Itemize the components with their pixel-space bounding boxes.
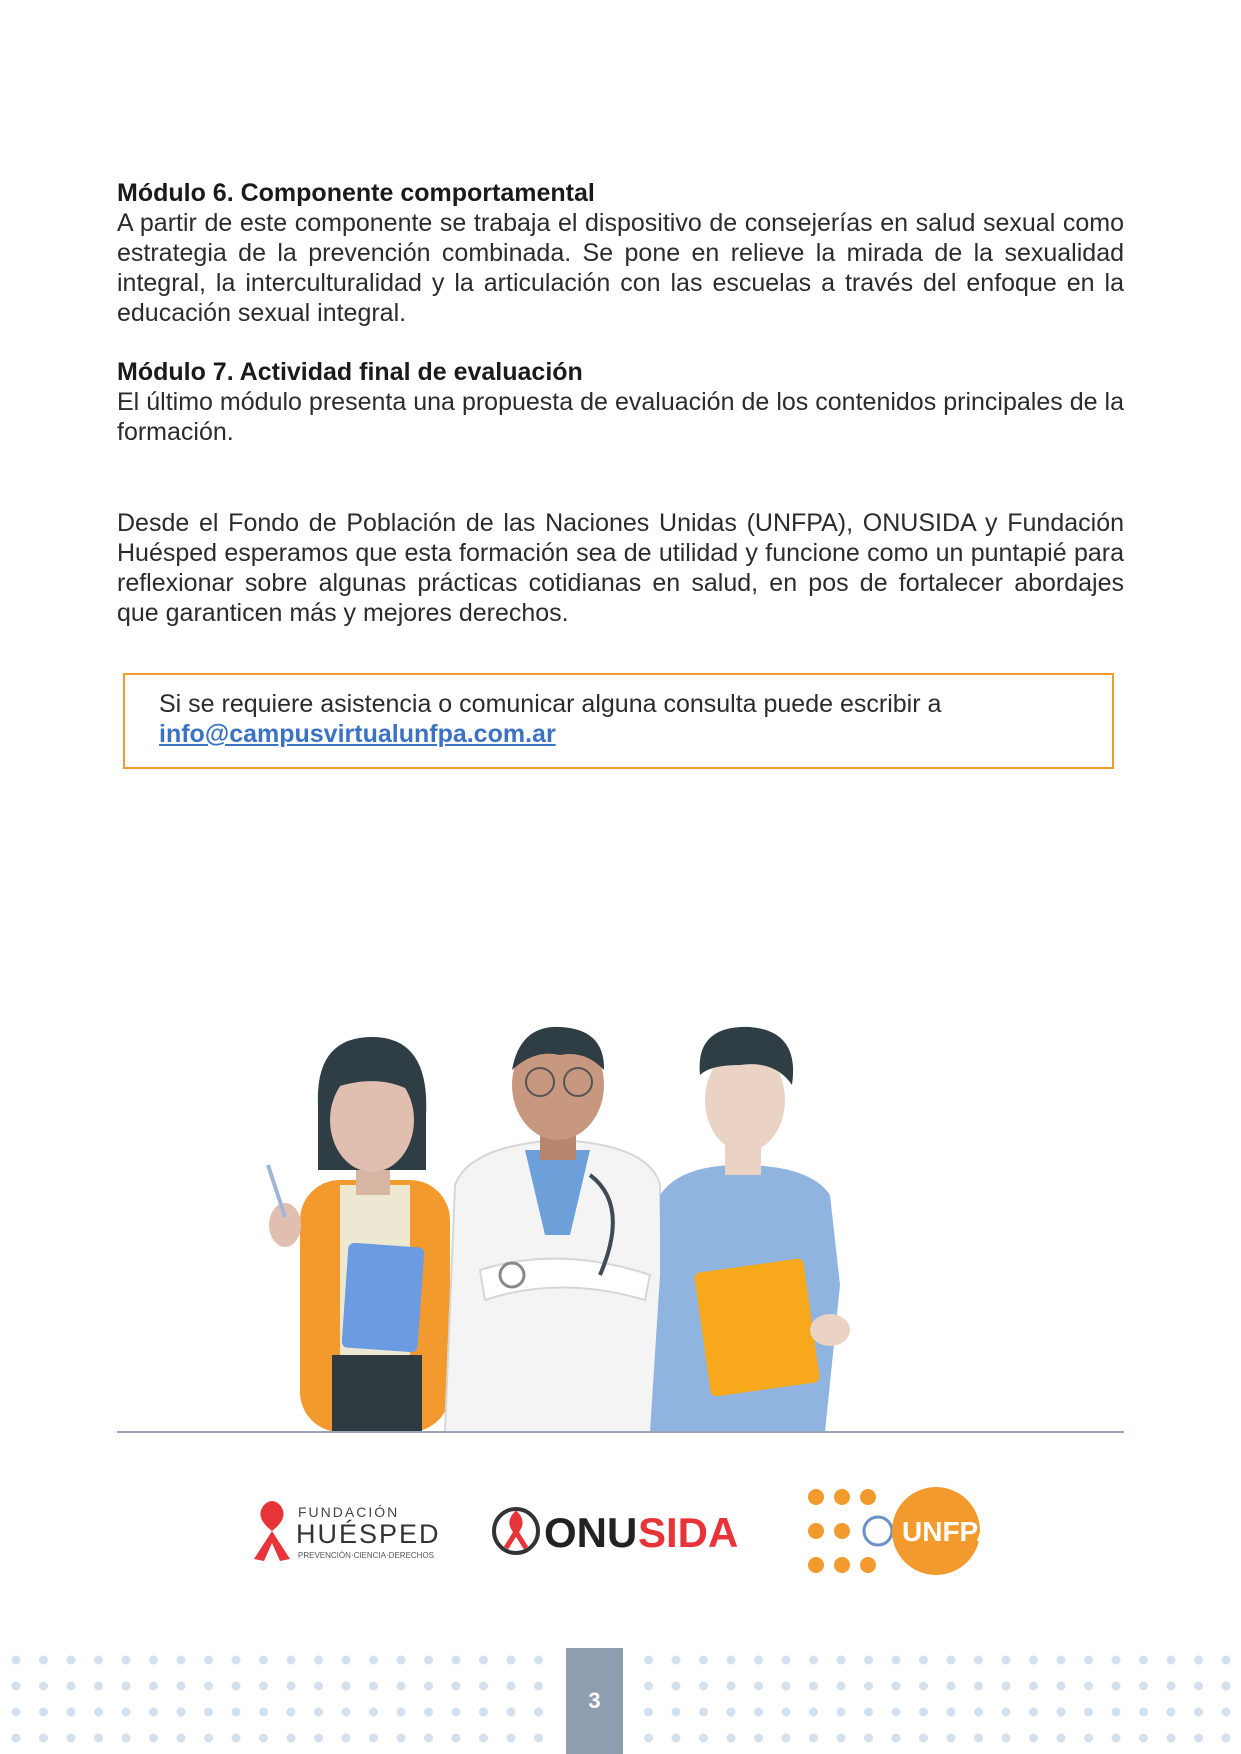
decor-dot <box>534 1708 543 1717</box>
decor-dot <box>397 1734 406 1743</box>
decor-dot <box>919 1682 928 1691</box>
decor-dot <box>1222 1708 1231 1717</box>
decor-dot <box>974 1682 983 1691</box>
decor-dot <box>507 1656 516 1665</box>
decor-dot <box>974 1734 983 1743</box>
decor-dot <box>1084 1656 1093 1665</box>
contact-box <box>123 673 1114 769</box>
onusida-label-sida: SIDA <box>638 1509 739 1556</box>
decor-dot <box>782 1682 791 1691</box>
closing-paragraph <box>117 508 1124 628</box>
decor-dot <box>534 1656 543 1665</box>
decor-dot <box>452 1656 461 1665</box>
decor-dot <box>369 1682 378 1691</box>
decor-dot <box>149 1734 158 1743</box>
decor-dot <box>809 1656 818 1665</box>
decor-dot <box>809 1734 818 1743</box>
contact-email-link[interactable]: info@campusvirtualunfpa.com.ar <box>159 720 556 748</box>
decor-dot <box>644 1656 653 1665</box>
decor-dot <box>342 1682 351 1691</box>
decor-dot <box>644 1734 653 1743</box>
decor-dot <box>479 1656 488 1665</box>
decor-dot <box>1002 1682 1011 1691</box>
decor-dot <box>1139 1734 1148 1743</box>
decor-dot <box>727 1682 736 1691</box>
decor-dot <box>177 1708 186 1717</box>
red-ribbon-icon <box>254 1501 290 1561</box>
decor-dot <box>699 1708 708 1717</box>
decor-dot <box>1057 1682 1066 1691</box>
decor-dot <box>1112 1682 1121 1691</box>
decor-dot <box>1084 1708 1093 1717</box>
decor-dot <box>397 1682 406 1691</box>
decor-dot <box>1139 1656 1148 1665</box>
decor-dot <box>1167 1708 1176 1717</box>
decor-dot <box>974 1656 983 1665</box>
unfpa-logo <box>806 1487 997 1575</box>
decor-dot <box>204 1708 213 1717</box>
woman-figure <box>268 1037 450 1432</box>
decor-dot <box>94 1734 103 1743</box>
decor-dot <box>727 1708 736 1717</box>
huesped-tagline: PREVENCIÓN·CIENCIA·DERECHOS <box>298 1551 435 1560</box>
decor-dot <box>479 1734 488 1743</box>
decor-dot <box>424 1734 433 1743</box>
decor-dot <box>1057 1656 1066 1665</box>
huesped-small-label: FUNDACIÓN <box>298 1504 400 1520</box>
decor-dot <box>1057 1734 1066 1743</box>
decor-dot <box>644 1682 653 1691</box>
decor-dot <box>149 1708 158 1717</box>
decor-dot <box>122 1734 131 1743</box>
decor-dot <box>397 1708 406 1717</box>
decor-dot <box>314 1708 323 1717</box>
decor-dot <box>534 1734 543 1743</box>
huesped-big-label: HUÉSPED <box>296 1519 441 1549</box>
decor-dot <box>1002 1734 1011 1743</box>
decor-dot <box>149 1656 158 1665</box>
decor-dot <box>699 1656 708 1665</box>
decor-dot <box>67 1682 76 1691</box>
decor-dot <box>1057 1708 1066 1717</box>
decor-dot <box>809 1708 818 1717</box>
decor-dot <box>727 1656 736 1665</box>
decor-dot <box>507 1682 516 1691</box>
decor-dot <box>864 1734 873 1743</box>
decor-dot <box>644 1708 653 1717</box>
decor-dot <box>1222 1734 1231 1743</box>
decor-dot <box>259 1708 268 1717</box>
decor-dot <box>1084 1734 1093 1743</box>
decor-dot <box>122 1708 131 1717</box>
decor-dot <box>1222 1656 1231 1665</box>
decor-dot <box>39 1734 48 1743</box>
decor-dot <box>837 1708 846 1717</box>
decor-dot <box>919 1734 928 1743</box>
decor-dot <box>1112 1734 1121 1743</box>
module-7-title: Módulo 7. Actividad final de evaluación <box>117 358 583 386</box>
decor-dot <box>67 1656 76 1665</box>
decor-dot <box>837 1682 846 1691</box>
decor-dot <box>892 1734 901 1743</box>
decor-dot <box>94 1656 103 1665</box>
decor-dot <box>947 1682 956 1691</box>
decor-dot <box>1222 1682 1231 1691</box>
decor-dot <box>534 1682 543 1691</box>
decor-dot <box>204 1656 213 1665</box>
decor-dot <box>782 1708 791 1717</box>
decor-dot <box>672 1682 681 1691</box>
decor-dot <box>259 1656 268 1665</box>
decor-dot <box>672 1708 681 1717</box>
decor-dot <box>864 1708 873 1717</box>
onusida-label-onu: ONU <box>544 1509 638 1556</box>
decor-dot <box>1194 1682 1203 1691</box>
decor-dot <box>837 1734 846 1743</box>
decor-dot <box>1139 1708 1148 1717</box>
decor-dot <box>754 1656 763 1665</box>
decor-dot <box>892 1708 901 1717</box>
decor-dot <box>12 1734 21 1743</box>
decor-dot <box>149 1682 158 1691</box>
decor-dot <box>452 1708 461 1717</box>
decor-dot <box>782 1734 791 1743</box>
closing-text: Desde el Fondo de Población de las Naciones Unidas (UNFPA), ONUSIDA y Fundación Huésped esperamos que esta formación sea de utilidad y funcione como un puntapié para reflexionar sobre algunas prácticas cotidianas en salud, en pos de fortalecer abordajes que garanticen más y mejores derechos. <box>117 509 1124 627</box>
decor-dot <box>699 1682 708 1691</box>
decor-dot <box>452 1734 461 1743</box>
decor-dot <box>232 1734 241 1743</box>
decor-dot <box>12 1656 21 1665</box>
section-divider <box>117 1431 1124 1433</box>
module-7-body: El último módulo presenta una propuesta de evaluación de los contenidos principales de la formación. <box>117 388 1124 446</box>
decor-dot <box>1167 1656 1176 1665</box>
decor-dot <box>232 1656 241 1665</box>
decor-dot <box>12 1682 21 1691</box>
decor-dot <box>67 1708 76 1717</box>
decor-dot <box>1112 1708 1121 1717</box>
decor-dot <box>204 1682 213 1691</box>
decor-dot <box>754 1708 763 1717</box>
decor-dot <box>259 1734 268 1743</box>
decor-dot <box>919 1708 928 1717</box>
decor-dot <box>287 1734 296 1743</box>
unfpa-label: UNFPA <box>902 1516 997 1547</box>
decor-dot <box>974 1708 983 1717</box>
onusida-logo <box>492 1502 758 1560</box>
decor-dot <box>232 1708 241 1717</box>
decor-dot <box>672 1734 681 1743</box>
decor-dot <box>287 1708 296 1717</box>
decor-dot <box>1084 1682 1093 1691</box>
decor-dot <box>259 1682 268 1691</box>
decor-dot <box>864 1682 873 1691</box>
decor-dot <box>314 1656 323 1665</box>
decor-dot <box>314 1682 323 1691</box>
decor-dot <box>94 1682 103 1691</box>
decor-dot <box>892 1682 901 1691</box>
decor-dot <box>1139 1682 1148 1691</box>
decor-dot <box>287 1682 296 1691</box>
nurse-figure <box>650 1027 850 1432</box>
decor-dot <box>1112 1656 1121 1665</box>
decor-dot <box>947 1656 956 1665</box>
module-6-body: A partir de este componente se trabaja el dispositivo de consejerías en salud sexual como estrategia de la prevención combinada. Se pone en relieve la mirada de la sexualidad integral, la interculturalidad y la articulación con las escuelas a través del enfoque en la educación sexual integral. <box>117 209 1124 327</box>
decor-dot <box>204 1734 213 1743</box>
decor-dot <box>754 1682 763 1691</box>
decor-dot <box>122 1656 131 1665</box>
decor-dot <box>699 1734 708 1743</box>
decor-dot <box>12 1708 21 1717</box>
decor-dot <box>947 1734 956 1743</box>
decor-dot <box>94 1708 103 1717</box>
decor-dot <box>177 1682 186 1691</box>
decor-dot <box>369 1734 378 1743</box>
decor-dot <box>39 1656 48 1665</box>
decor-dot <box>424 1682 433 1691</box>
decor-dot <box>122 1682 131 1691</box>
unfpa-dots-icon <box>808 1489 876 1573</box>
decor-dot <box>1029 1682 1038 1691</box>
decor-dot <box>1167 1682 1176 1691</box>
decor-dot <box>314 1734 323 1743</box>
decor-dot <box>39 1708 48 1717</box>
decor-dot <box>342 1656 351 1665</box>
decor-dot <box>837 1656 846 1665</box>
decor-dot <box>452 1682 461 1691</box>
decor-dot <box>892 1656 901 1665</box>
page-number: 3 <box>566 1648 623 1754</box>
decor-dot <box>424 1708 433 1717</box>
decor-dot <box>342 1708 351 1717</box>
decor-dot <box>1194 1734 1203 1743</box>
decor-dot <box>479 1682 488 1691</box>
decor-dot <box>1029 1656 1038 1665</box>
decor-dot <box>507 1734 516 1743</box>
decor-dot <box>1029 1708 1038 1717</box>
decor-dot <box>479 1708 488 1717</box>
decor-dot <box>177 1656 186 1665</box>
module-7-section <box>117 357 1124 447</box>
decor-dot <box>177 1734 186 1743</box>
decor-dot <box>507 1708 516 1717</box>
fundacion-huesped-logo <box>250 1497 440 1563</box>
decor-dot <box>919 1656 928 1665</box>
module-6-section <box>117 178 1124 328</box>
decor-dot <box>424 1656 433 1665</box>
decor-dot <box>342 1734 351 1743</box>
decor-dot <box>1029 1734 1038 1743</box>
decor-dot <box>754 1734 763 1743</box>
decor-dot <box>1194 1708 1203 1717</box>
decor-dot <box>947 1708 956 1717</box>
decor-dot <box>369 1656 378 1665</box>
health-workers-illustration <box>240 1025 960 1432</box>
decor-dot <box>397 1656 406 1665</box>
decor-dot <box>67 1734 76 1743</box>
decor-dot <box>369 1708 378 1717</box>
decor-dot <box>1002 1656 1011 1665</box>
decor-dot <box>864 1656 873 1665</box>
un-emblem-icon <box>864 1517 892 1545</box>
decor-dot <box>1194 1656 1203 1665</box>
decor-dot <box>1002 1708 1011 1717</box>
decor-dot <box>782 1656 791 1665</box>
decor-dot <box>287 1656 296 1665</box>
decor-dot <box>672 1656 681 1665</box>
decor-dot <box>39 1682 48 1691</box>
doctor-figure <box>445 1027 665 1432</box>
contact-text: Si se requiere asistencia o comunicar alguna consulta puede escribir a <box>159 690 942 718</box>
decor-dot <box>727 1734 736 1743</box>
decor-dot <box>232 1682 241 1691</box>
decor-dot <box>1167 1734 1176 1743</box>
decor-dot <box>809 1682 818 1691</box>
module-6-title: Módulo 6. Componente comportamental <box>117 179 595 207</box>
